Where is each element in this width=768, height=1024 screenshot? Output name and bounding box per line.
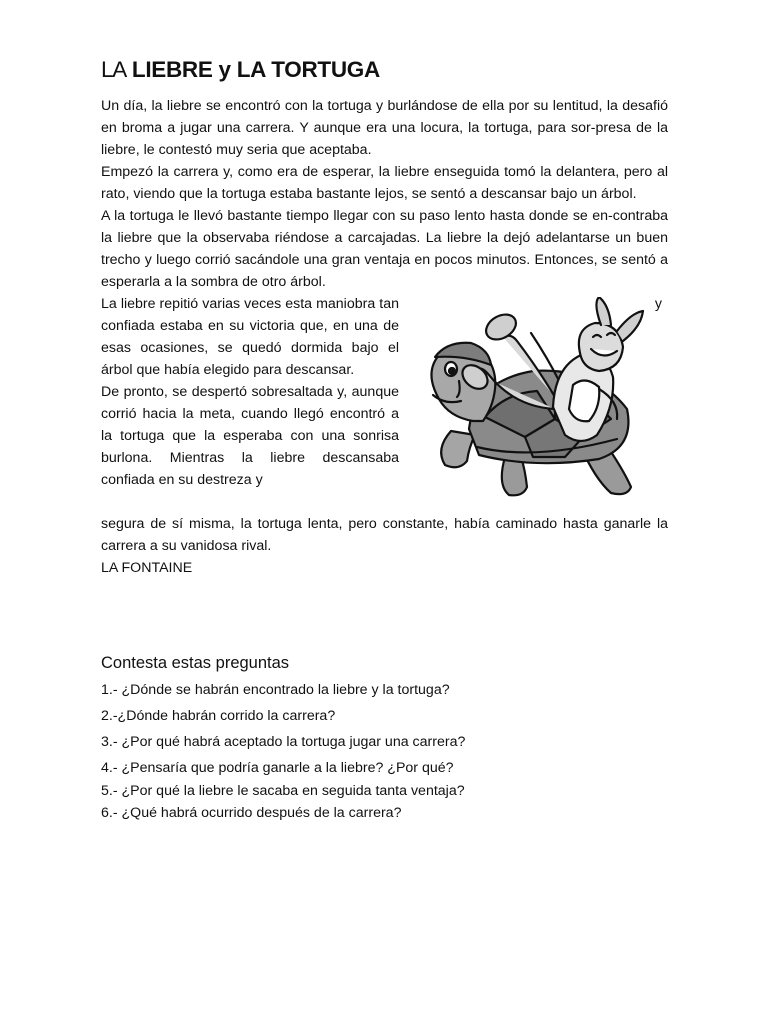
question-item: 6.- ¿Qué habrá ocurrido después de la carrera? xyxy=(101,805,402,821)
wrapped-text-column xyxy=(101,293,399,491)
questions-heading: Contesta estas preguntas xyxy=(101,654,290,672)
image-wrap-section xyxy=(101,293,668,513)
question-item: 2.-¿Dónde habrán corrido la carrera? xyxy=(101,708,336,724)
title-prefix: LA xyxy=(101,57,126,82)
hare-and-tortoise-illustration xyxy=(405,297,661,509)
story-text xyxy=(101,95,668,579)
story-paragraph-4: La liebre repitió varias veces esta maniobra tan confiada estaba en su victoria que, en una de esas ocasiones, se quedó dormida bajo el árbol que había elegido para descansar. xyxy=(101,296,399,378)
story-paragraph-1: Un día, la liebre se encontró con la tortuga y burlándose de ella por su lentitud, la desafió en broma a jugar una carrera. Y aunque era una locura, la tortuga, para sor-presa de la liebre, le contestó muy seria que aceptaba. xyxy=(101,98,668,158)
question-item: 1.- ¿Dónde se habrán encontrado la liebre y la tortuga? xyxy=(101,682,450,698)
story-paragraph-5-end: segura de sí misma, la tortuga lenta, pero constante, había caminado hasta ganarle la carrera a su vanidosa rival. xyxy=(101,516,668,554)
question-item: 3.- ¿Por qué habrá aceptado la tortuga jugar una carrera? xyxy=(101,734,466,750)
question-item: 4.- ¿Pensaría que podría ganarle a la liebre? ¿Por qué? xyxy=(101,760,454,776)
story-paragraph-2: Empezó la carrera y, como era de esperar, la liebre enseguida tomó la delantera, pero al rato, viendo que la tortuga estaba bastante lejos, se sentó a descansar bajo un árbol. xyxy=(101,164,668,202)
story-author: LA FONTAINE xyxy=(101,560,193,576)
story-paragraph-5-start: De pronto, se despertó sobresaltada y, aunque corrió hacia la meta, cuando llegó encontró a la tortuga que la esperaba con una sonrisa burlona. Mientras la liebre descansaba confiada en su destreza y xyxy=(101,384,399,488)
question-item: 5.- ¿Por qué la liebre le sacaba en seguida tanta ventaja? xyxy=(101,783,465,799)
title-main: LIEBRE y LA TORTUGA xyxy=(131,57,380,82)
story-paragraph-3: A la tortuga le llevó bastante tiempo llegar con su paso lento hasta donde se en-contraba la liebre que la observaba riéndose a carcajadas. La liebre la dejó adelantarse un buen trecho y luego corrió sacándole una gran ventaja en pocos minutos. Entonces, se sentó a esperarla a la sombra de otro árbol. xyxy=(101,208,668,290)
wrapped-word: y xyxy=(654,296,662,312)
questions-list xyxy=(101,680,465,823)
page-title xyxy=(101,56,380,84)
